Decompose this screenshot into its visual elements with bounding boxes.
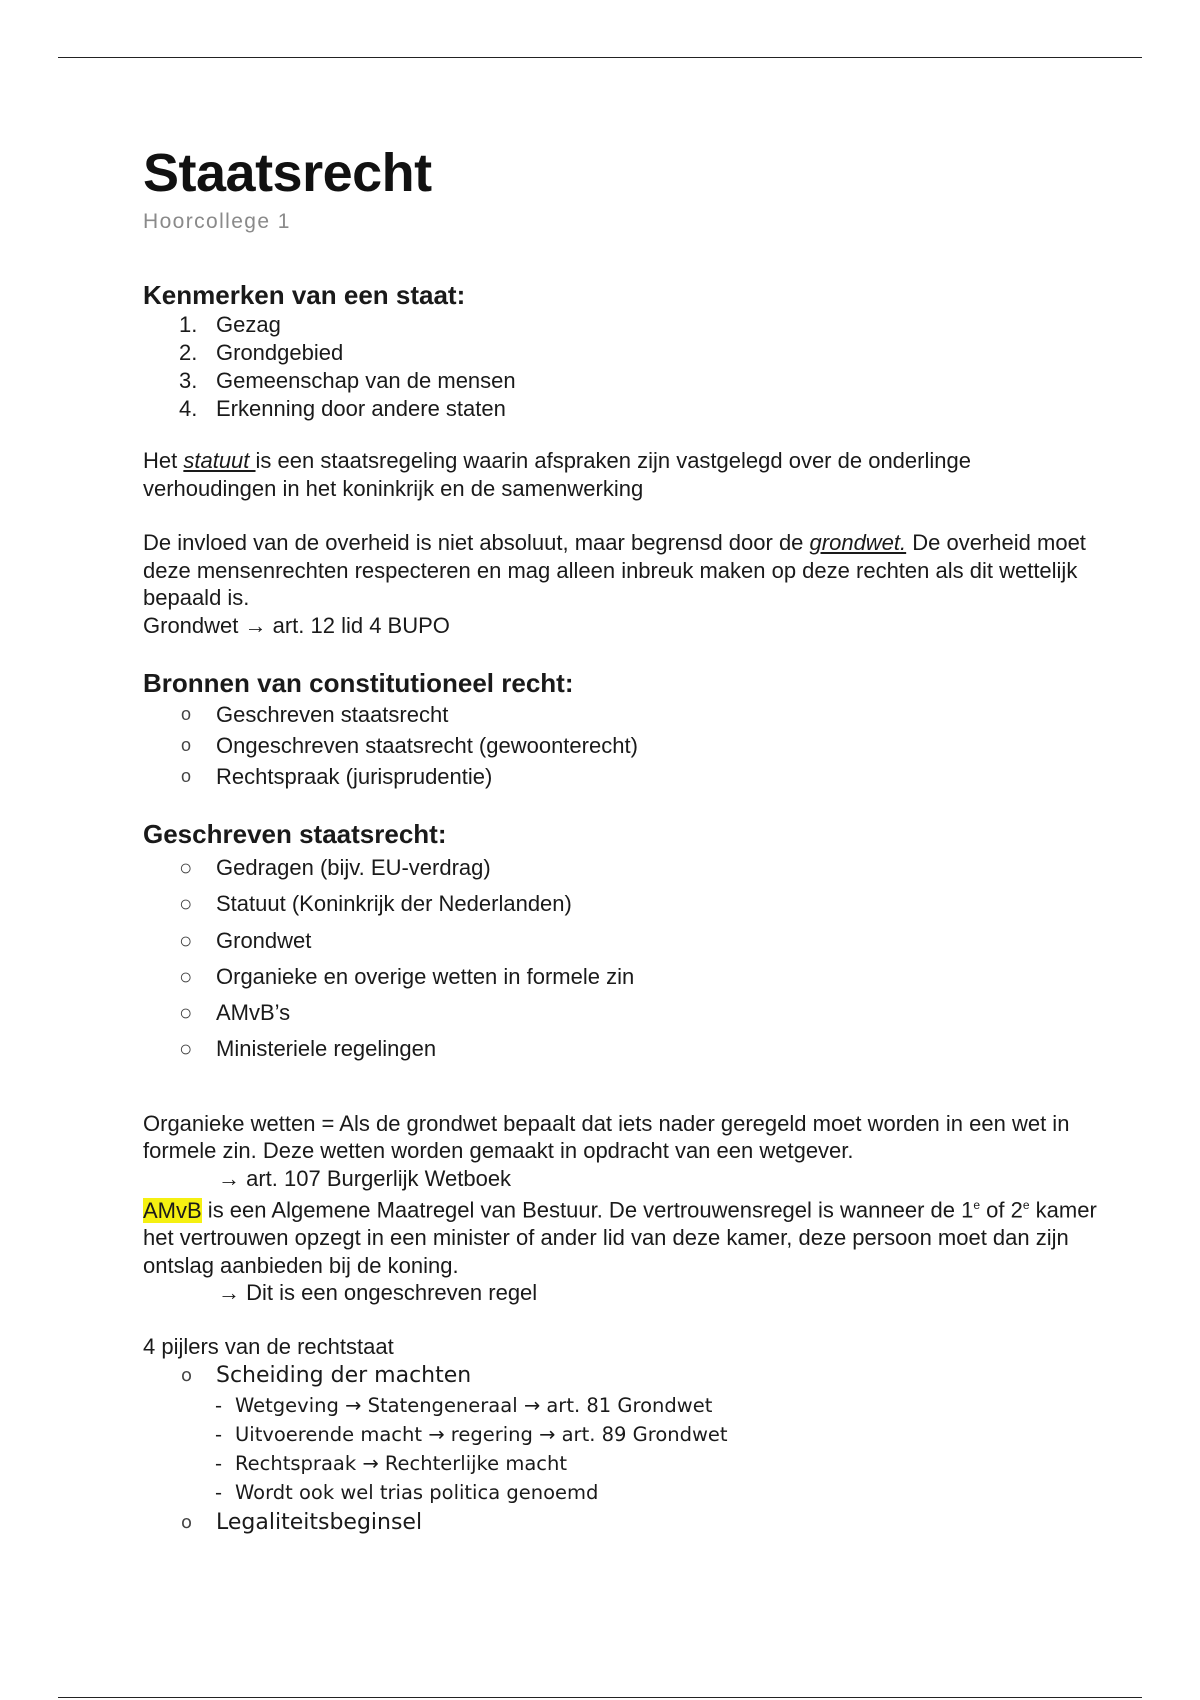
heading-pijlers: 4 pijlers van de rechtstaat bbox=[143, 1333, 394, 1359]
list-item: o Scheiding der machten bbox=[143, 1360, 1103, 1391]
bullet-icon: ○ bbox=[179, 963, 193, 989]
paragraph-organiek: Organieke wetten = Als de grondwet bepaalt dat iets nader geregeld moet worden in een wet in formele zin. Deze wetten worden gemaakt in opdracht van een wetgever. bbox=[143, 1110, 1070, 1164]
geschreven-list bbox=[143, 850, 1103, 1068]
bullet-icon: o bbox=[181, 766, 192, 786]
paragraph-statuut: Het statuut is een staatsregeling waarin afspraken zijn vastgelegd over de onderlinge verhoudingen in het koninkrijk en de samenwerking bbox=[143, 448, 971, 501]
organiek-reference: → art. 107 Burgerlijk Wetboek bbox=[218, 1165, 512, 1191]
list-item: o Geschreven staatsrecht bbox=[143, 699, 1103, 730]
list-item: o Ongeschreven staatsrecht (gewoonterecht) bbox=[143, 730, 1103, 761]
highlight-amvb: AMvB bbox=[143, 1197, 202, 1223]
heading-bronnen: Bronnen van constitutioneel recht: bbox=[143, 668, 574, 698]
pijlers-list bbox=[143, 1360, 1103, 1391]
list-item: 3. Gemeenschap van de mensen bbox=[179, 368, 516, 393]
list-item: 2. Grondgebied bbox=[179, 340, 344, 365]
paragraph-amvb: AMvB is een Algemene Maatregel van Bestuur. De vertrouwensregel is wanneer de 1e of 2e kamer het vertrouwen opzegt in een minister of ander lid van deze kamer, deze persoon moet dan zijn ontslag aanbieden bij de koning. bbox=[143, 1197, 1097, 1278]
bullet-icon: o bbox=[181, 735, 192, 755]
bullet-icon: ○ bbox=[179, 927, 193, 953]
list-item: o Rechtspraak (jurisprudentie) bbox=[143, 761, 1103, 792]
sub-item: - Rechtspraak → Rechterlijke macht bbox=[215, 1452, 568, 1476]
list-item: ○ Gedragen (bijv. EU-verdrag) bbox=[143, 850, 1103, 886]
bronnen-list bbox=[143, 699, 1103, 792]
list-item: o Legaliteitsbeginsel bbox=[143, 1507, 1103, 1538]
list-item: 1. Gezag bbox=[179, 312, 281, 337]
sub-item: - Wordt ook wel trias politica genoemd bbox=[215, 1481, 599, 1505]
paragraph-invloed: De invloed van de overheid is niet absoluut, maar begrensd door de grondwet. De overheid moet deze mensenrechten respecteren en mag alleen inbreuk maken op deze rechten als dit wettelijk bepaald is. bbox=[143, 530, 1086, 610]
list-item: ○ Statuut (Koninkrijk der Nederlanden) bbox=[143, 886, 1103, 922]
amvb-reference: → Dit is een ongeschreven regel bbox=[218, 1280, 538, 1306]
bullet-icon: o bbox=[181, 1365, 193, 1387]
heading-kenmerken: Kenmerken van een staat: bbox=[143, 280, 466, 310]
list-item: ○ Organieke en overige wetten in formele zin bbox=[143, 959, 1103, 995]
bullet-icon: ○ bbox=[179, 1000, 193, 1026]
footer-rule bbox=[58, 1697, 1142, 1698]
list-item: ○ AMvB’s bbox=[143, 995, 1103, 1031]
kenmerken-list bbox=[143, 311, 1103, 423]
term-statuut: statuut bbox=[183, 448, 256, 473]
term-grondwet: grondwet. bbox=[809, 530, 907, 555]
list-item: ○ Ministeriele regelingen bbox=[143, 1031, 1103, 1067]
page-subtitle: Hoorcollege 1 bbox=[143, 210, 291, 233]
bullet-icon: ○ bbox=[179, 891, 193, 917]
sub-item: - Uitvoerende macht → regering → art. 89 Grondwet bbox=[215, 1423, 728, 1447]
list-item: 4. Erkenning door andere staten bbox=[179, 396, 506, 421]
header-rule bbox=[58, 57, 1142, 58]
grondwet-reference: Grondwet → art. 12 lid 4 BUPO bbox=[143, 612, 450, 638]
bullet-icon: o bbox=[181, 1512, 193, 1534]
sub-item: - Wetgeving → Statengeneraal → art. 81 Grondwet bbox=[215, 1394, 713, 1418]
pijlers-sublist bbox=[143, 1391, 1103, 1507]
pijlers-list-2 bbox=[143, 1507, 1103, 1538]
page-title: Staatsrecht bbox=[143, 143, 432, 203]
bullet-icon: ○ bbox=[179, 1036, 193, 1062]
bullet-icon: o bbox=[181, 704, 192, 724]
document-page bbox=[143, 143, 1103, 1538]
list-item: ○ Grondwet bbox=[143, 923, 1103, 959]
bullet-icon: ○ bbox=[179, 855, 193, 880]
heading-geschreven: Geschreven staatsrecht: bbox=[143, 819, 447, 849]
